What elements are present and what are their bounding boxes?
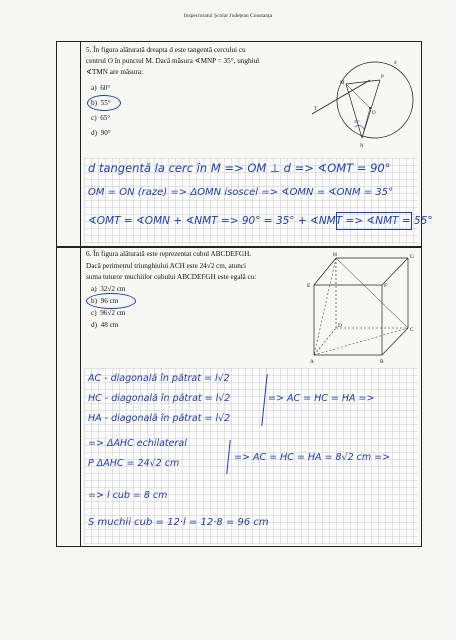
q5-circle-figure [310,52,420,152]
label-O: O [372,111,376,116]
q6-hw-l2: HC - diagonală în pătrat = l√2 [88,393,231,404]
label-F: F [384,283,388,289]
q5-option-b: b) 55° [91,99,111,107]
label-N: N [360,144,364,149]
q6-answer-circle [86,293,136,309]
segment-ON [362,108,370,138]
label-B: B [380,359,384,365]
label-C: C [410,327,414,333]
q6-line3: suma tuturor muchiilor cubului ABCDEFGH este egală cu: [86,273,257,281]
q6-divider [80,247,81,547]
q5-divider [80,41,81,247]
q5-option-c: c) 65° [91,114,111,122]
q6-option-c: c) 96√2 cm [91,309,126,317]
q6-hw-l1: AC - diagonală în pătrat = l√2 [88,373,230,384]
q5-line3: ∢TMN are măsura: [86,68,144,76]
q5-option-d: d) 90° [91,129,111,137]
label-T: T [314,107,318,112]
label-D: D [338,323,342,329]
q6-option-d: d) 48 cm [91,321,119,329]
q5-hw-line3: ∢OMT = ∢OMN + ∢NMT => 90° = 35° + ∢NMT => ∢NMT = 55° [88,215,433,227]
segment-MP [346,80,380,84]
center-O-dot [369,107,371,109]
q6-cube-figure [300,250,420,365]
q6-hw-r1: => AC = HC = HA => [268,393,375,404]
q6-hw-l7: S muchii cub = 12·l = 12·8 = 96 cm [88,517,269,528]
q6-line1: 6. În figura alăturată este reprezentat cubul ABCDEFGH. [86,250,252,258]
q5-hw-line1: d tangentă la cerc în M => OM ⊥ d => ∢OMT = 90° [88,161,391,175]
page-header: Inspectoratul Școlar Județean Constanța [183,13,273,19]
q5-option-a: a) 60° [91,84,111,92]
q5-line1: 5. În figura alăturată dreapta d este tangentă cercului cu [86,46,246,54]
q5-hw-line2: OM = ON (raze) => ΔOMN isoscel => ∢OMN = ∢ONM = 35° [88,187,394,198]
q6-option-b: b) 96 cm [91,297,119,305]
q6-hw-l6: => l cub = 8 cm [88,490,168,501]
q6-hw-l5: P ΔAHC = 24√2 cm [88,458,180,469]
label-P: P [381,75,384,80]
q6-line2: Dacă perimetrul triunghiului ACH este 24√2 cm, atunci [86,262,247,270]
q5-hw-answer-box [336,212,412,230]
q5-line2: centrul O în punctul M. Dacă măsura ∢MNP = 35°, unghiul [86,57,260,65]
q5-answer-circle [87,95,121,111]
label-M: M [340,81,345,86]
q6-hw-l4: => ΔAHC echilateral [88,438,187,449]
q6-option-a: a) 32√2 cm [91,285,126,293]
label-d: d [394,61,397,66]
label-G: G [410,254,414,260]
circle-shape [337,62,413,138]
q6-hw-l3: HA - diagonală în pătrat = l√2 [88,413,231,424]
label-H: H [333,252,337,258]
q6-hw-r2: => AC = HC = HA = 8√2 cm => [234,452,391,463]
segment-NP [362,80,380,138]
label-A: A [310,359,314,365]
label-E: E [307,283,311,289]
label-angle: 35° [354,119,360,124]
